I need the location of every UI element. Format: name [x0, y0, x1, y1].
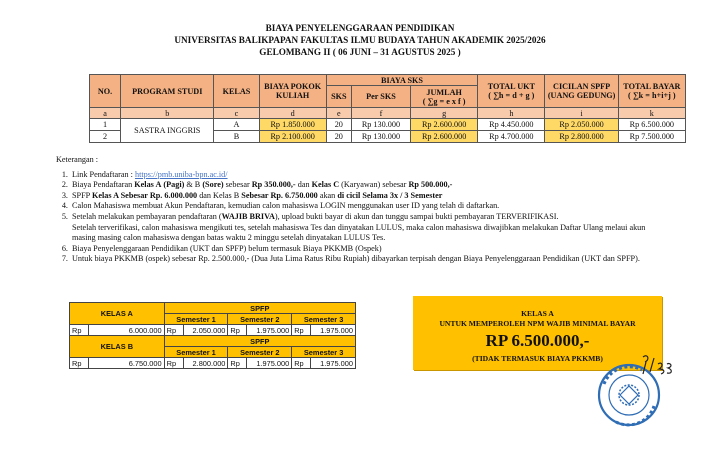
kelas-a-total: 6.000.000: [89, 325, 165, 336]
rp-label: Rp: [70, 358, 89, 369]
letter-cell: i: [545, 108, 618, 119]
rp-label: Rp: [164, 358, 183, 369]
cicilan-sub: (UANG GEDUNG): [547, 91, 616, 100]
callout-class: KELAS A: [521, 309, 554, 318]
rp-label: Rp: [292, 325, 311, 336]
note-5-part: ), upload bukti bayar di akun dan tunggu sampai bukti pembayaran TERVERIFIKASI.: [274, 211, 559, 221]
note-2-part: Kelas A: [134, 180, 162, 190]
letter-cell: c: [214, 108, 259, 119]
kelas-b-s3: 1.975.000: [311, 358, 356, 369]
row-sks: 20: [326, 119, 351, 131]
col-no: NO.: [90, 75, 121, 108]
letter-cell: f: [351, 108, 410, 119]
note-1-text: Link Pendaftaran :: [72, 169, 135, 179]
col-per-sks: Per SKS: [351, 86, 410, 108]
col-sks: SKS: [326, 86, 351, 108]
note-3-part: akan: [317, 190, 338, 200]
fee-table: [89, 74, 686, 143]
col-biaya-pokok: BIAYA POKOK KULIAH: [259, 75, 326, 108]
jumlah-formula: ( ∑g = e x f ): [422, 96, 466, 106]
row-per-sks: Rp 130.000: [351, 119, 410, 131]
col-total-ukt: [478, 75, 545, 108]
title-line-3: GELOMBANG II ( 06 JUNI – 31 AGUSTUS 2025 ): [259, 47, 461, 57]
callout-note: (TIDAK TERMASUK BIAYA PKKMB): [472, 354, 603, 363]
note-3-part: SPFP: [72, 190, 92, 200]
spfp-label: SPFP: [164, 303, 355, 314]
note-2-part: (Karyawan) sebesar: [339, 180, 409, 190]
row-total: Rp 6.500.000: [618, 119, 685, 131]
note-3-part: Sebesar Rp. 6.750.000: [241, 190, 318, 200]
row-pokok: Rp 2.100.000: [259, 131, 326, 143]
rp-label: Rp: [228, 358, 247, 369]
table-row: [70, 358, 356, 369]
note-item: [70, 180, 696, 191]
rp-label: Rp: [164, 325, 183, 336]
spfp-label: SPFP: [164, 336, 355, 347]
note-2-part: (Sore): [202, 180, 224, 190]
note-5-part: Setelah terverifikasi, calon mahasiswa mengikuti tes, setelah mahasiswa Tes dan dinyatakan LULUS, maka calon mahasiswa diwajibkan melakukan Daftar Ulang melaui akun: [72, 222, 646, 232]
row-ukt: Rp 4.700.000: [478, 131, 545, 143]
note-item: 6. Biaya Penyelenggaraan Pendidikan (UKT dan SPFP) belum termasuk Biaya PKKMB (Ospek): [70, 244, 696, 255]
program-name: SASTRA INGGRIS: [121, 119, 214, 143]
callout-requirement: UNTUK MEMPEROLEH NPM WAJIB MINIMAL BAYAR: [439, 319, 636, 328]
semester-1-label: Semester 1: [164, 347, 228, 358]
title-line-1: BIAYA PENYELENGGARAAN PENDIDIKAN: [265, 23, 455, 33]
note-item: [70, 170, 696, 181]
note-2-part: dan: [295, 180, 312, 190]
total-ukt-formula: ( ∑h = d + g ): [488, 91, 535, 100]
note-item: 4. Calon Mahasiswa membuat Akun Pendaftaran, kemudian calon mahasiswa LOGIN menggunakan user ID yang telah di daftarkan.: [70, 201, 696, 212]
semester-2-label: Semester 2: [228, 347, 292, 358]
cicilan-label: CICILAN SPFP: [553, 82, 611, 91]
row-spfp: Rp 2.050.000: [545, 119, 618, 131]
registration-link[interactable]: https://pmb.uniba-bpn.ac.id/: [134, 169, 228, 179]
semester-3-label: Semester 3: [292, 314, 356, 325]
semester-1-label: Semester 1: [164, 314, 228, 325]
note-2-part: & B: [184, 180, 203, 190]
kelas-b-label: KELAS B: [70, 336, 165, 358]
rp-label: Rp: [292, 358, 311, 369]
col-program: PROGRAM STUDI: [121, 75, 214, 108]
semester-3-label: Semester 3: [292, 347, 356, 358]
note-item: [70, 212, 696, 244]
note-3-part: Kelas A Sebesar Rp. 6.000.000: [91, 190, 198, 200]
note-3-part: di cicil Selama 3x / 3 Semester: [337, 190, 443, 200]
letter-cell: h: [478, 108, 545, 119]
semester-2-label: Semester 2: [228, 314, 292, 325]
spfp-installment-table: [69, 302, 356, 369]
col-jumlah: [411, 86, 478, 108]
col-total-bayar: [618, 75, 685, 108]
letter-cell: a: [90, 108, 121, 119]
note-5-part: masing masing calon mahasiswa dengan batas waktu 2 minggu setelah dinyatakan LULUS Tes.: [72, 233, 386, 243]
letter-cell: b: [121, 108, 214, 119]
note-3-part: dan Kelas B: [197, 190, 242, 200]
total-ukt-label: TOTAL UKT: [487, 82, 535, 91]
row-kelas: A: [214, 119, 259, 131]
row-jumlah: Rp 2.600.000: [411, 131, 478, 143]
letter-cell: k: [618, 108, 685, 119]
rp-label: Rp: [70, 325, 89, 336]
row-pokok: Rp 1.850.000: [259, 119, 326, 131]
kelas-a-s1: 2.050.000: [183, 325, 228, 336]
notes-heading: Keterangan :: [56, 155, 99, 164]
minimum-payment-callout: [413, 296, 662, 370]
jumlah-label: JUMLAH: [426, 87, 462, 97]
kelas-b-total: 6.750.000: [89, 358, 165, 369]
row-no: 1: [90, 119, 121, 131]
notes-section: [56, 155, 696, 265]
row-total: Rp 7.500.000: [618, 131, 685, 143]
callout-amount: RP 6.500.000,-: [485, 331, 590, 350]
row-per-sks: Rp 130.000: [351, 131, 410, 143]
letter-row: [90, 108, 686, 119]
note-2-part: Kelas C: [311, 180, 340, 190]
table-row: [90, 119, 686, 131]
rp-label: Rp: [228, 325, 247, 336]
note-2-part: Rp 500.000,-: [408, 180, 453, 190]
note-2-part: sebesar: [223, 180, 252, 190]
note-2-part: Rp 350.000,-: [251, 180, 296, 190]
note-item: 7. Untuk biaya PKKMB (ospek) sebesar Rp. 2.500.000,- (Dua Juta Lima Ratus Ribu Rupiah) dibayarkan terpisah dengan Biaya Penyelenggaraan Pendidikan (UKT dan SPFP).: [70, 254, 696, 265]
kelas-b-s1: 2.800.000: [183, 358, 228, 369]
note-5-part: WAJIB BRIVA: [221, 211, 275, 221]
signature-icon: [640, 352, 676, 378]
kelas-a-s3: 1.975.000: [311, 325, 356, 336]
col-biaya-sks: BIAYA SKS: [326, 75, 477, 86]
row-no: 2: [90, 131, 121, 143]
note-2-part: (Pagi): [163, 180, 185, 190]
kelas-b-s2: 1.975.000: [247, 358, 292, 369]
note-5-part: Setelah melakukan pembayaran pendaftaran (: [72, 211, 222, 221]
row-sks: 20: [326, 131, 351, 143]
kelas-a-s2: 1.975.000: [247, 325, 292, 336]
title-line-2: UNIVERSITAS BALIKPAPAN FAKULTAS ILMU BUDAYA TAHUN AKADEMIK 2025/2026: [174, 35, 546, 45]
letter-cell: e: [326, 108, 351, 119]
total-bayar-label: TOTAL BAYAR: [623, 82, 681, 91]
notes-list: [56, 170, 696, 265]
row-ukt: Rp 4.450.000: [478, 119, 545, 131]
table-row: [70, 325, 356, 336]
note-item: [70, 191, 696, 202]
col-cicilan: [545, 75, 618, 108]
note-2-part: Biaya Pendaftaran: [72, 180, 135, 190]
row-spfp: Rp 2.800.000: [545, 131, 618, 143]
total-bayar-formula: ( ∑k = h+i+j ): [628, 91, 676, 100]
kelas-a-label: KELAS A: [70, 303, 165, 325]
row-jumlah: Rp 2.600.000: [411, 119, 478, 131]
letter-cell: g: [411, 108, 478, 119]
col-kelas: KELAS: [214, 75, 259, 108]
row-kelas: B: [214, 131, 259, 143]
letter-cell: d: [259, 108, 326, 119]
